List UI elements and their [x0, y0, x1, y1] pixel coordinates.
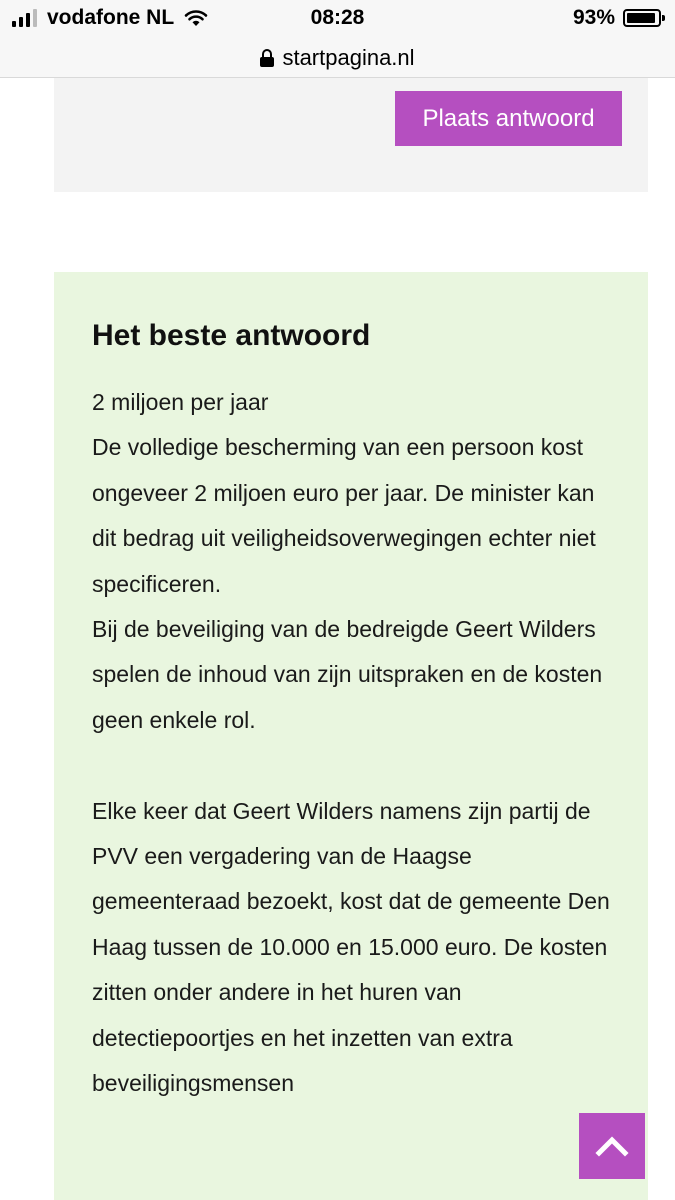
submit-answer-button[interactable]: Plaats antwoord: [395, 91, 622, 146]
answer-line: De volledige bescherming van een persoon kost ongeveer 2 miljoen euro per jaar. De minister kan dit bedrag uit veiligheidsoverwegingen echter niet specificeren.: [92, 434, 596, 597]
answer-line: Elke keer dat Geert Wilders namens zijn partij de PVV een vergadering van de Haagse gemeenteraad bezoekt, kost dat de gemeente Den Haag tussen de 10.000 en 15.000 euro. De kosten zitten onder andere in het huren van detectiepoortjes en het inzetten van extra beveiligingsmensen: [92, 797, 610, 1097]
answer-line: Bij de beveiliging van de bedreigde Geert Wilders spelen de inhoud van zijn uitspraken en de kosten geen enkele rol.: [92, 616, 603, 733]
scroll-to-top-button[interactable]: [579, 1113, 645, 1179]
url-text[interactable]: startpagina.nl: [282, 44, 415, 70]
best-answer-title: Het beste antwoord: [92, 319, 371, 352]
clock: 08:28: [310, 6, 365, 29]
battery-percentage: 93%: [572, 6, 615, 29]
best-answer-card: [54, 272, 648, 1200]
answer-form: [54, 78, 648, 192]
chevron-up-icon: [595, 1135, 629, 1157]
answer-line: 2 miljoen per jaar: [92, 389, 269, 415]
paragraph-gap: [92, 743, 610, 788]
lock-icon: [260, 49, 274, 67]
best-answer-body: [92, 380, 610, 1106]
battery-icon: [623, 9, 661, 27]
battery-status: [573, 6, 661, 30]
address-bar[interactable]: [0, 38, 675, 78]
carrier-name: vodafone NL: [47, 6, 175, 29]
status-bar: [0, 0, 675, 38]
